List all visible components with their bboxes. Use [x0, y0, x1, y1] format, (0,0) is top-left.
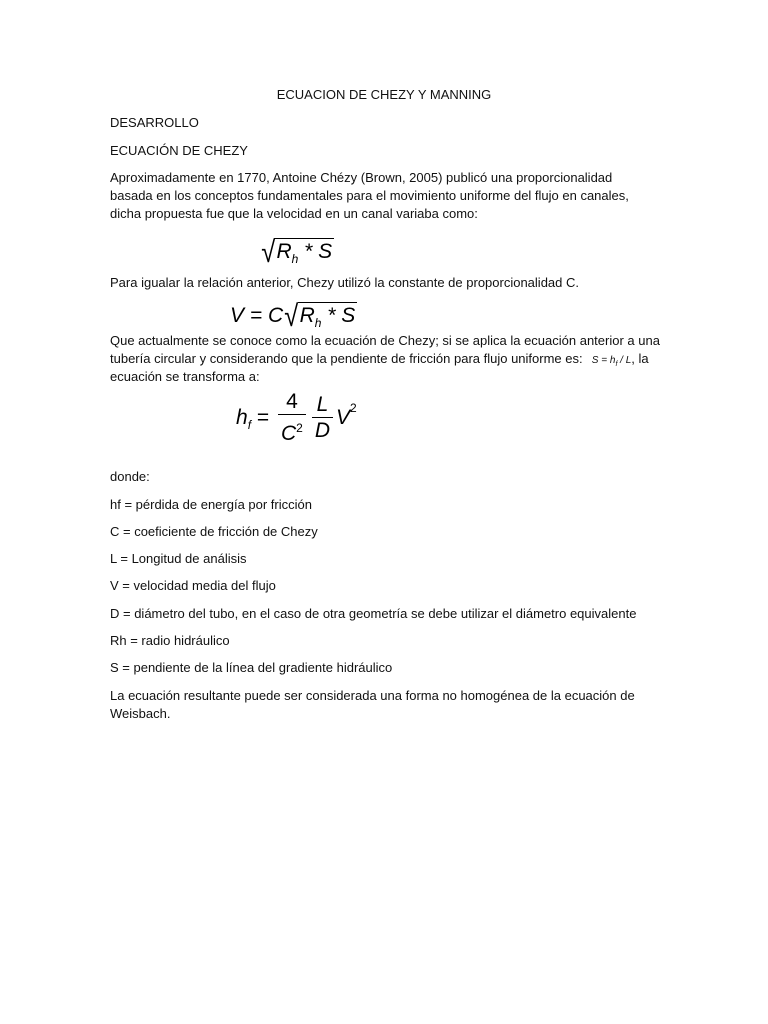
eq3-den2: D	[314, 419, 331, 442]
definition-v: V = velocidad media del flujo	[110, 578, 276, 593]
intro-line-1: Aproximadamente en 1770, Antoine Chézy (Brown, 2005) publicó una proporcionalidad	[110, 170, 613, 185]
eq3-num2: L	[312, 393, 333, 418]
eq2-r: R	[299, 304, 315, 327]
definition-c: C = coeficiente de fricción de Chezy	[110, 524, 318, 539]
conclusion-line-1: La ecuación resultante puede ser considerada una forma no homogénea de la ecuación de	[110, 688, 635, 703]
paragraph-3-line-2-tail: , la	[631, 351, 649, 366]
definition-l: L = Longitud de análisis	[110, 551, 247, 566]
equation-friction-loss	[236, 390, 357, 447]
fraction-4-over-c2	[278, 390, 306, 447]
paragraph-3-line-3: ecuación se transforma a:	[110, 369, 260, 384]
inline-eq-rest: / L	[617, 355, 632, 366]
eq1-r: R	[276, 240, 292, 263]
sqrt-symbol: $√R_h$ * S	[284, 300, 356, 333]
eq3-v: V	[336, 406, 351, 430]
eq3-h: h	[236, 406, 248, 430]
eq3-equals: =	[256, 406, 270, 430]
inline-eq-lhs: S = h	[591, 355, 616, 366]
eq2-lhs: V = C	[230, 304, 284, 327]
inline-eq-sub: f	[615, 361, 618, 368]
eq3-den1: C	[280, 422, 297, 445]
equation-sqrt-rh-s	[260, 236, 334, 270]
eq3-hsub: f	[247, 418, 252, 433]
eq3-den1sup: 2	[296, 421, 303, 435]
section-heading: DESARROLLO	[110, 115, 199, 130]
intro-line-2: basada en los conceptos fundamentales para el movimiento uniforme del flujo en canales,	[110, 188, 629, 203]
fraction-l-over-d	[312, 393, 333, 444]
inline-equation-slope	[586, 355, 631, 366]
paragraph-2: Para igualar la relación anterior, Chezy utilizó la constante de proporcionalidad C.	[110, 275, 579, 290]
eq2-rest: * S	[321, 304, 356, 327]
eq3-vsup: 2	[350, 401, 357, 416]
sqrt-symbol: $√R_h$ * S	[261, 236, 333, 269]
eq3-num1: 4	[278, 390, 306, 415]
definition-hf: hf = pérdida de energía por fricción	[110, 497, 312, 512]
eq2-sub: h	[314, 316, 322, 330]
document-title: ECUACION DE CHEZY Y MANNING	[276, 87, 492, 102]
subsection-heading: ECUACIÓN DE CHEZY	[110, 143, 248, 158]
definition-s: S = pendiente de la línea del gradiente hidráulico	[110, 660, 393, 675]
paragraph-3-line-1: Que actualmente se conoce como la ecuación de Chezy; si se aplica la ecuación anterior a una	[110, 333, 660, 348]
equation-chezy	[230, 300, 357, 334]
donde-label: donde:	[110, 469, 150, 484]
conclusion-line-2: Weisbach.	[110, 706, 171, 721]
intro-line-3: dicha propuesta fue que la velocidad en un canal variaba como:	[110, 206, 478, 221]
paragraph-3-line-2-text: tubería circular y considerando que la pendiente de fricción para flujo uniforme es:	[110, 351, 583, 366]
eq1-sub: h	[291, 252, 299, 266]
definition-d: D = diámetro del tubo, en el caso de otra geometría se debe utilizar el diámetro equivalente	[110, 606, 637, 621]
definition-rh: Rh = radio hidráulico	[110, 633, 230, 648]
eq1-rest: * S	[298, 240, 333, 263]
